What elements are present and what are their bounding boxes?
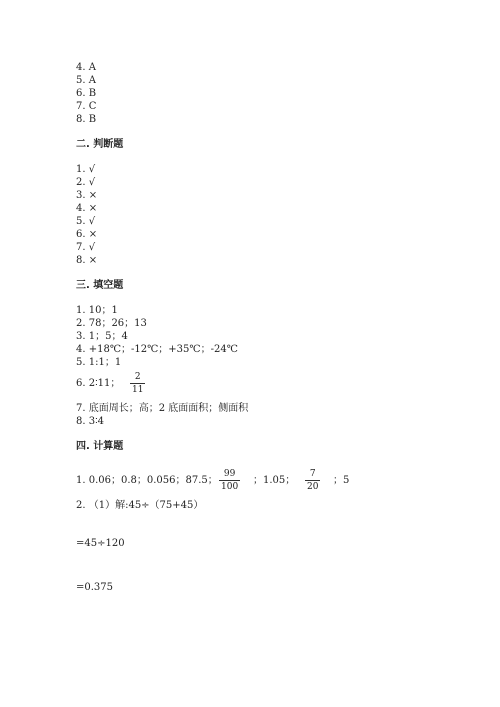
section-heading: 四. 计算题 [76, 441, 124, 452]
fill-answer: 5. 1:1；1 [76, 357, 122, 368]
fraction-bar [305, 480, 320, 481]
calc-answer-q1: 1. 0.06；0.8；0.056；87.5； [76, 475, 218, 486]
calc-answer-q2: 2. （1）解:45÷（75+45） [76, 500, 204, 511]
fraction [305, 469, 320, 492]
fraction [219, 469, 240, 492]
judge-answer: 7. √ [76, 242, 96, 253]
fraction-bar [130, 383, 145, 384]
fill-answer: 7. 底面周长；高；2 底面面积；侧面积 [76, 403, 249, 414]
fraction-numerator: 2 [134, 372, 141, 382]
fill-answer: 2. 78；26；13 [76, 318, 147, 329]
calc-answer-q1-end: ；5 [333, 475, 350, 486]
fraction-denominator: 11 [132, 385, 144, 395]
choice-answer: 5. A [76, 75, 96, 86]
judge-answer: 5. √ [76, 216, 96, 227]
judge-answer: 4. × [76, 203, 98, 214]
judge-answer: 2. √ [76, 177, 96, 188]
choice-answer: 4. A [76, 62, 96, 73]
judge-answer: 3. × [76, 190, 98, 201]
calc-step: =45÷120 [76, 538, 125, 549]
fill-answer: 3. 1；5；4 [76, 331, 128, 342]
fraction [130, 372, 145, 395]
calc-answer-q1-mid: ；1.05； [253, 475, 296, 486]
fraction-numerator: 99 [223, 469, 236, 479]
choice-answer: 7. C [76, 101, 97, 112]
section-heading: 三. 填空题 [76, 280, 124, 291]
judge-answer: 6. × [76, 229, 98, 240]
fill-answer-q6: 6. 2∶11； [76, 378, 121, 389]
fraction-numerator: 7 [309, 469, 316, 479]
fraction-denominator: 100 [221, 482, 239, 492]
choice-answer: 6. B [76, 88, 97, 99]
judge-answer: 8. × [76, 255, 98, 266]
fill-answer: 1. 10；1 [76, 305, 118, 316]
judge-answer: 1. √ [76, 164, 96, 175]
section-heading: 二. 判断题 [76, 139, 124, 150]
fill-answer: 8. 3∶4 [76, 416, 105, 427]
fraction-denominator: 20 [307, 482, 319, 492]
fraction-bar [219, 480, 240, 481]
fill-answer: 4. +18℃；-12℃；+35℃；-24℃ [76, 344, 238, 355]
choice-answer: 8. B [76, 114, 97, 125]
calc-step: =0.375 [76, 582, 114, 593]
